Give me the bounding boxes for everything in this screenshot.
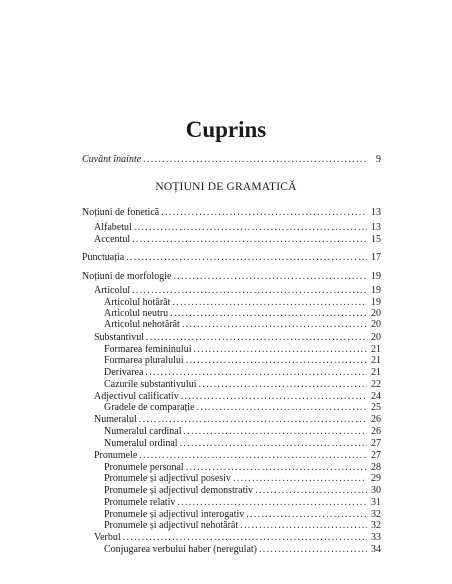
toc-entry-label: Alfabetul [94, 222, 132, 233]
toc-page-number: 19 [371, 297, 381, 308]
toc-page-number: 24 [371, 391, 381, 402]
dot-leader [259, 543, 367, 556]
toc-page-number: 22 [371, 379, 381, 390]
dot-leader [132, 233, 367, 246]
toc-page-number: 33 [371, 532, 381, 543]
toc-entry-label: Pronumele și adjectivul nehotărât [104, 520, 239, 531]
toc-page-number: 9 [376, 154, 381, 165]
toc-page-number: 30 [371, 485, 381, 496]
toc-entry-label: Numeralul cardinal [104, 426, 182, 437]
toc-page-number: 15 [371, 234, 381, 245]
toc-page-number: 19 [371, 271, 381, 282]
toc-entry-label: Pronumele personal [104, 462, 184, 473]
toc-entry-label: Gradele de comparație [104, 402, 195, 413]
toc-entry-punctuatia[interactable] [82, 251, 381, 264]
toc-entry-label: Formarea femininului [104, 344, 192, 355]
toc-entry-notiuni-de-morfologie[interactable] [82, 270, 381, 283]
toc-page-number: 25 [371, 402, 381, 413]
toc-page-number: 21 [371, 355, 381, 366]
toc-entry-label: Numeralul [94, 414, 137, 425]
toc-entry-label: Pronumele și adjectivul interogativ [104, 509, 245, 520]
toc-page-number: 26 [371, 426, 381, 437]
toc-page-number: 26 [371, 414, 381, 425]
toc-page-number: 13 [371, 207, 381, 218]
toc-page-number: 31 [371, 497, 381, 508]
dot-leader [143, 153, 367, 166]
toc-entry-label: Derivarea [104, 367, 144, 378]
toc-entry-label: Articolul [94, 285, 131, 296]
toc-entry-label: Conjugarea verbului haber (neregulat) [104, 544, 257, 555]
toc-entry-label: Pronumele relativ [104, 497, 176, 508]
dot-leader [182, 318, 367, 331]
toc-page-number: 28 [371, 462, 381, 473]
toc-page-number: 32 [371, 509, 381, 520]
dot-leader [126, 251, 367, 264]
toc-entry-label: Verbul [94, 532, 121, 543]
toc-entry-conjugarea-verbului-haber[interactable] [104, 543, 381, 556]
toc-entry-label: Substantivul [94, 332, 145, 343]
toc-entry-label: Cuvânt înainte [82, 154, 142, 165]
toc-page-number: 21 [371, 344, 381, 355]
page-title: Cuprins [185, 117, 267, 142]
toc-page-number: 29 [371, 473, 381, 484]
toc-page-number: 20 [371, 319, 381, 330]
toc-entry-label: Articolul hotărât [104, 297, 171, 308]
section-heading: NOȚIUNI DE GRAMATICĂ [155, 181, 297, 193]
toc-entry-label: Noțiuni de fonetică [82, 207, 160, 218]
toc-entry-accentul[interactable] [94, 233, 381, 246]
toc-page-number: 20 [371, 332, 381, 343]
toc-entry-label: Noțiuni de morfologie [82, 271, 172, 282]
toc-page-number: 32 [371, 520, 381, 531]
toc-entry-notiuni-de-fonetica[interactable] [82, 206, 381, 219]
toc-page-number: 17 [371, 252, 381, 263]
toc-entry-cuvant-inainte[interactable] [82, 153, 381, 166]
toc-entry-label: Articolul nehotărât [104, 319, 180, 330]
toc-entry-label: Numeralul ordinal [104, 438, 178, 449]
toc-entry-label: Accentul [94, 234, 131, 245]
toc-page-number: 21 [371, 367, 381, 378]
toc-page-number: 34 [371, 544, 381, 555]
toc-entry-label: Articolul neutru [104, 308, 169, 319]
toc-page-number: 27 [371, 450, 381, 461]
toc-page-number: 19 [371, 285, 381, 296]
dot-leader [173, 270, 367, 283]
toc-entry-label: Pronumele și adjectivul posesiv [104, 473, 231, 484]
toc-page-number: 27 [371, 438, 381, 449]
toc-entry-label: Pronumele și adjectivul demonstrativ [104, 485, 254, 496]
toc-entry-label: Pronumele [94, 450, 138, 461]
toc-entry-label: Formarea pluralului [104, 355, 184, 366]
toc-entry-label: Punctuația [82, 252, 125, 263]
toc-page-number: 13 [371, 222, 381, 233]
toc-entry-label: Cazurile substantivului [104, 379, 197, 390]
toc-page-number: 20 [371, 308, 381, 319]
toc-entry-label: Adjectivul calificativ [94, 391, 179, 402]
toc-entry-articolul-nehotarat[interactable] [104, 318, 381, 331]
dot-leader [161, 206, 367, 219]
